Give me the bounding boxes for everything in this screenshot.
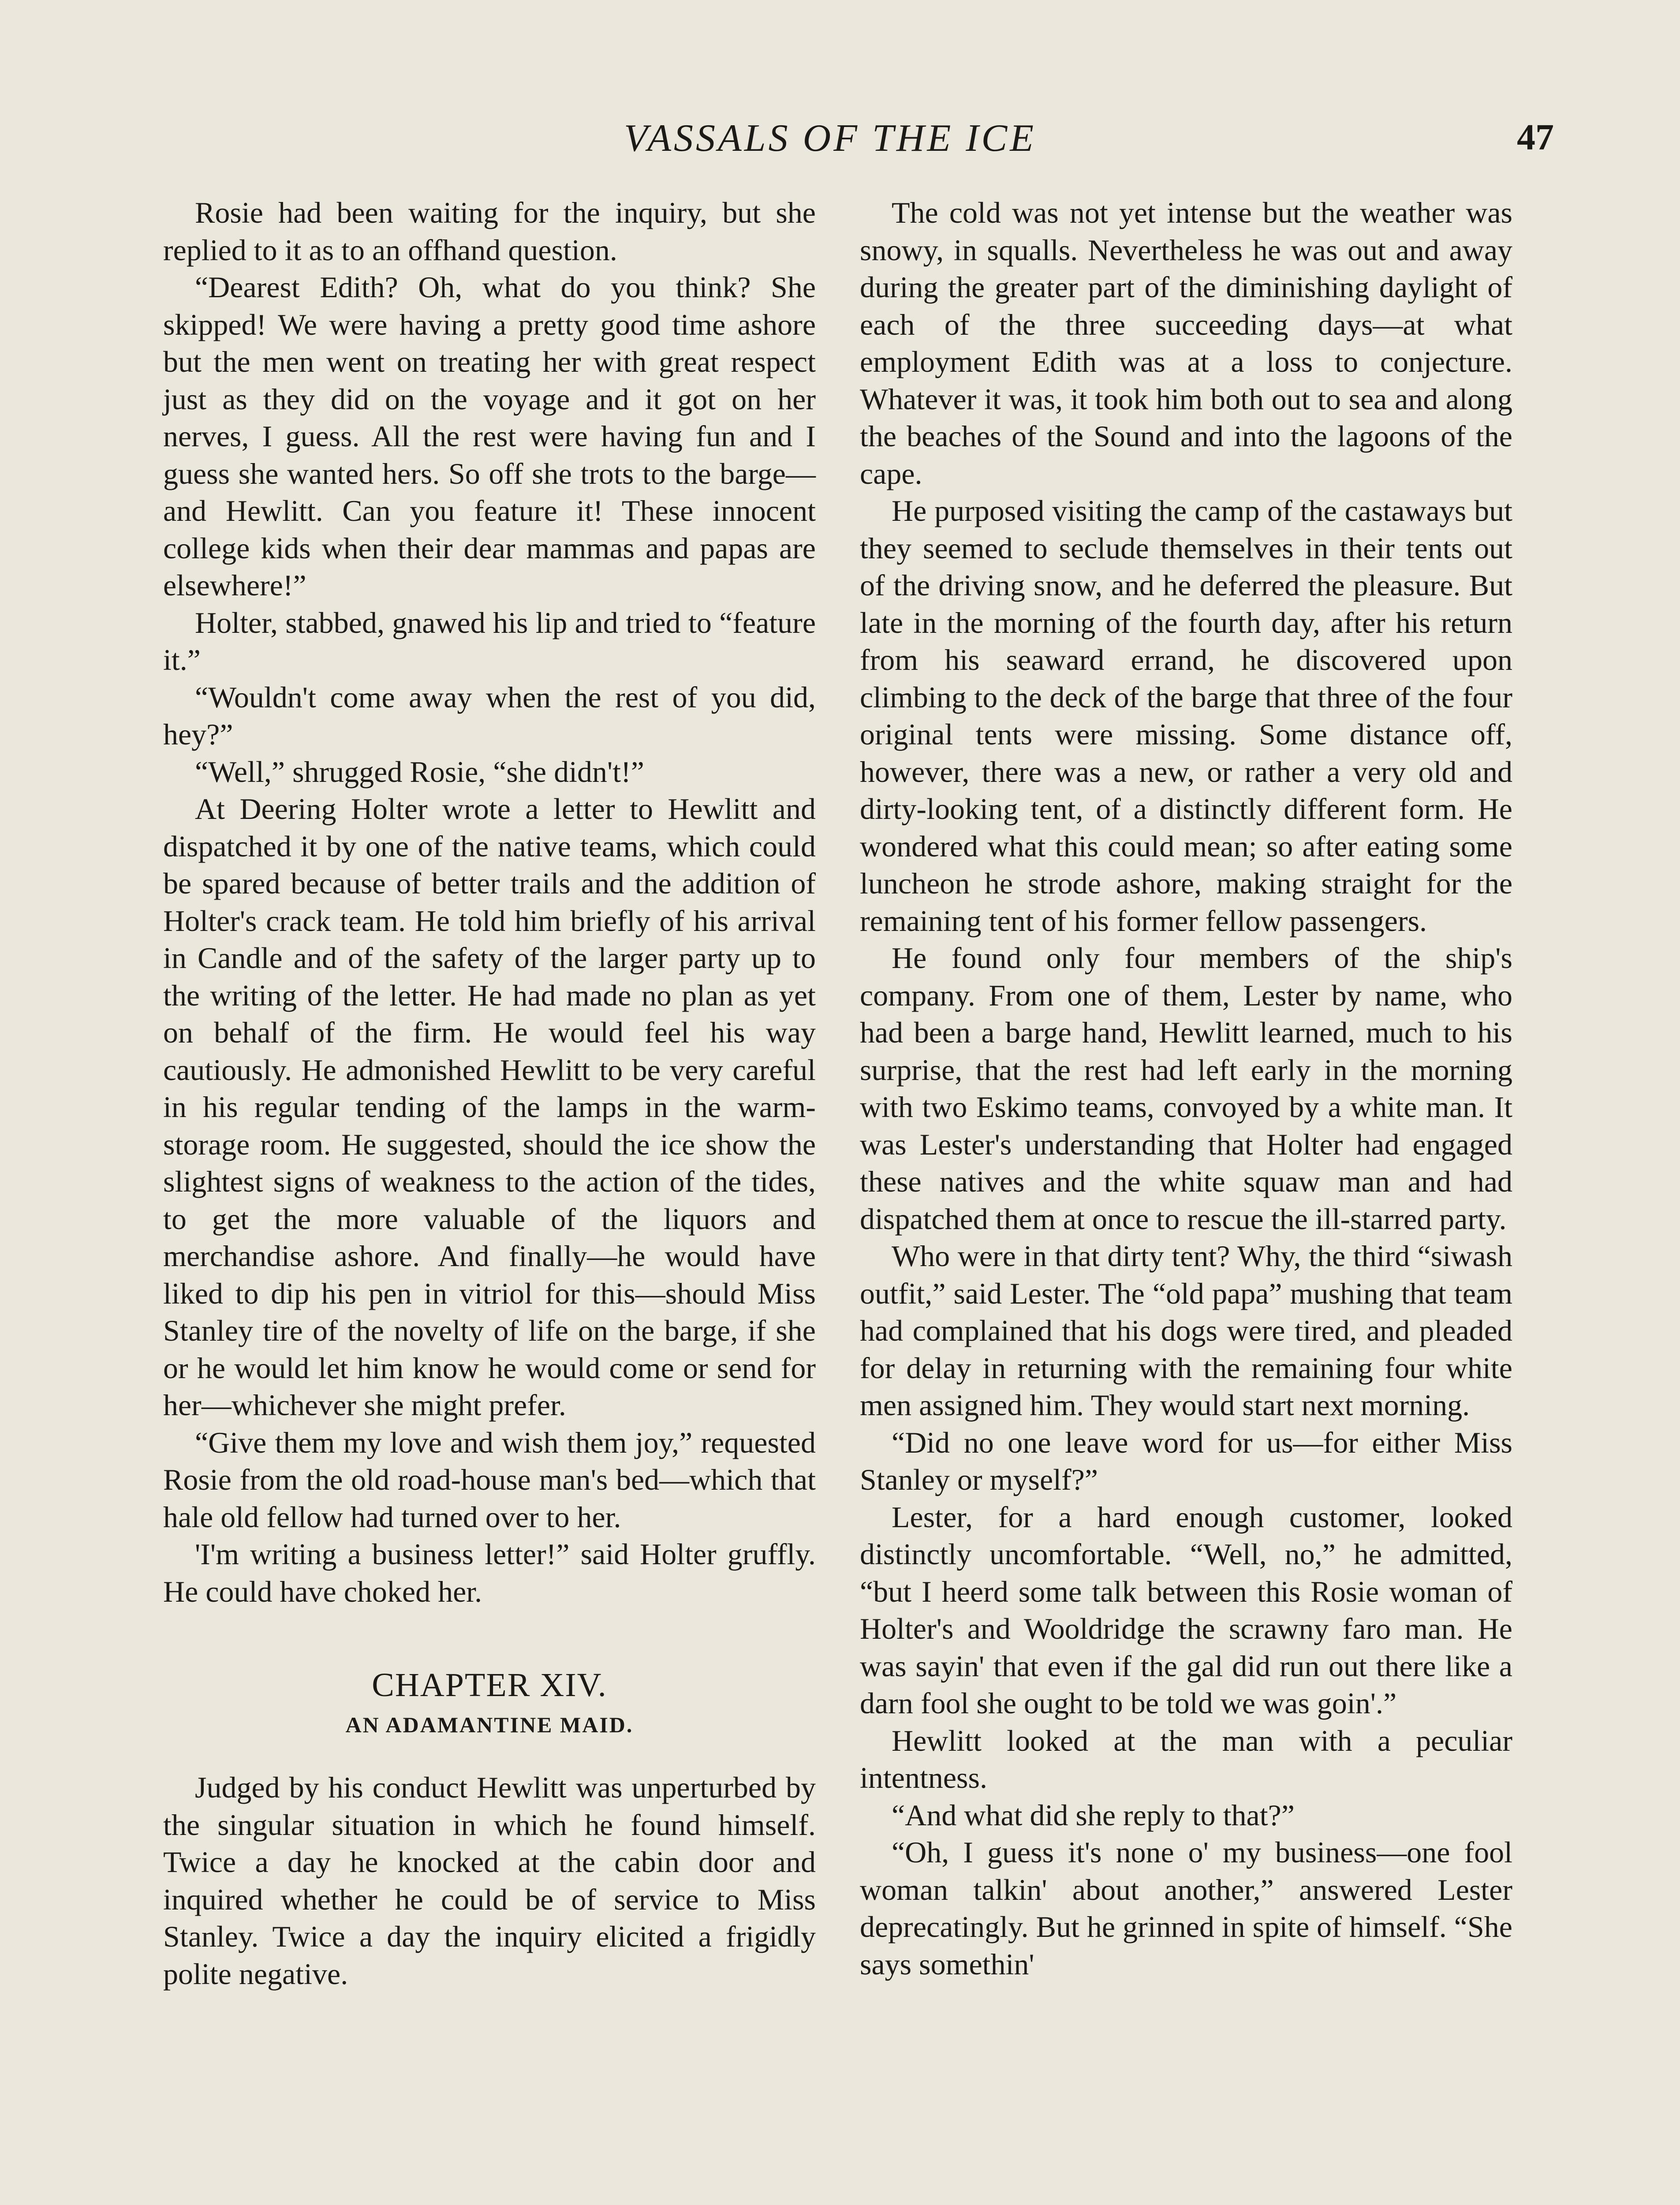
running-title: VASSALS OF THE ICE bbox=[624, 117, 1036, 160]
paragraph: Who were in that dirty tent? Why, the third “siwash outfit,” said Lester. The “old papa” mushing that team had complained that his dogs were tired, and pleaded for delay in returning with the remaining four white men assigned him. They would start next morning. bbox=[860, 1239, 1512, 1422]
paragraph: Rosie had been waiting for the inquiry, but she replied to it as to an offhand question. bbox=[163, 196, 816, 267]
paragraph: “Oh, I guess it's none o' my business—one fool woman talkin' about another,” answered Lester deprecatingly. But he grinned in spite of himself. “She says somethin' bbox=[860, 1835, 1512, 1981]
paragraph: “Wouldn't come away when the rest of you did, hey?” bbox=[163, 680, 816, 751]
paragraph: He purposed visiting the camp of the castaways but they seemed to seclude themselves in their tents out of the driving snow, and he deferred the pleasure. But late in the morning of the fourth day, after his return from his seaward errand, he discovered upon climbing to the deck of the barge that three of the four original tents were missing. Some distance off, however, there was a new, or rather a very old and dirty-looking tent, of a distinctly different form. He wondered what this could mean; so after eating some luncheon he strode ashore, making straight for the remaining tent of his former fellow passengers. bbox=[860, 494, 1512, 938]
page-number: 47 bbox=[1517, 117, 1554, 158]
paragraph: “Give them my love and wish them joy,” requested Rosie from the old road-house man's bed—which that hale old fellow had turned over to her. bbox=[163, 1425, 816, 1534]
paragraph: Lester, for a hard enough customer, looked distinctly uncomfortable. “Well, no,” he admitted, “but I heerd some talk between this Rosie woman of Holter's and Wooldridge the scrawny faro man. He was sayin' that even if the gal did run out there like a darn fool she ought to be told we was goin'.” bbox=[860, 1500, 1512, 1720]
paragraph: 'I'm writing a business letter!” said Holter gruffly. He could have choked her. bbox=[163, 1537, 816, 1608]
paragraph: Hewlitt looked at the man with a peculiar intentness. bbox=[860, 1723, 1512, 1794]
paragraph: Holter, stabbed, gnawed his lip and tried to “feature it.” bbox=[163, 605, 816, 676]
paragraph: “Did no one leave word for us—for either Miss Stanley or myself?” bbox=[860, 1425, 1512, 1496]
paragraph: “Dearest Edith? Oh, what do you think? She skipped! We were having a pretty good time ashore but the men went on treating her with great respect just as they did on the voyage and it got on her nerves, I guess. All the rest were having fun and I guess she wanted hers. So off she trots to the barge—and Hewlitt. Can you feature it! These innocent college kids when their dear mammas and papas are elsewhere!” bbox=[163, 270, 816, 602]
paragraph: He found only four members of the ship's company. From one of them, Lester by name, who had been a barge hand, Hewlitt learned, much to his surprise, that the rest had left early in the morning with two Eskimo teams, convoyed by a white man. It was Lester's understanding that Holter had engaged these natives and the white squaw man and had dispatched them at once to rescue the ill-starred party. bbox=[860, 941, 1512, 1236]
paragraph: The cold was not yet intense but the weather was snowy, in squalls. Nevertheless he was out and away during the greater part of the diminishing daylight of each of the three succeeding days—at what employment Edith was at a loss to conjecture. Whatever it was, it took him both out to sea and along the beaches of the Sound and into the lagoons of the cape. bbox=[860, 196, 1512, 490]
chapter-heading bbox=[163, 1663, 816, 1742]
page-header bbox=[0, 112, 1680, 165]
paragraph: “And what did she reply to that?” bbox=[892, 1798, 1295, 1832]
paragraph: At Deering Holter wrote a letter to Hewlitt and dispatched it by one of the native teams, which could be spared because of better trails and the addition of Holter's crack team. He told him briefly of his arrival in Candle and of the safety of the larger party up to the writing of the letter. He had made no plan as yet on behalf of the firm. He would feel his way cautiously. He admonished Hewlitt to be very careful in his regular tending of the lamps in the warm-storage room. He suggested, should the ice show the slightest signs of weakness to the action of the tides, to get the more valuable of the liquors and merchandise ashore. And finally—he would have liked to dip his pen in vitriol for this—should Miss Stanley tire of the novelty of life on the barge, if she or he would let him know he would come or send for her—whichever she might prefer. bbox=[163, 792, 816, 1422]
right-column bbox=[860, 194, 1512, 1983]
paragraph: Judged by his conduct Hewlitt was unperturbed by the singular situation in which he found himself. Twice a day he knocked at the cabin door and inquired whether he could be of service to Miss Stanley. Twice a day the inquiry elicited a frigidly polite negative. bbox=[163, 1771, 816, 1991]
paragraph: “Well,” shrugged Rosie, “she didn't!” bbox=[195, 755, 644, 789]
left-column bbox=[163, 194, 816, 1992]
chapter-subtitle: AN ADAMANTINE MAID. bbox=[345, 1712, 634, 1737]
chapter-title: CHAPTER XIV. bbox=[372, 1667, 607, 1704]
